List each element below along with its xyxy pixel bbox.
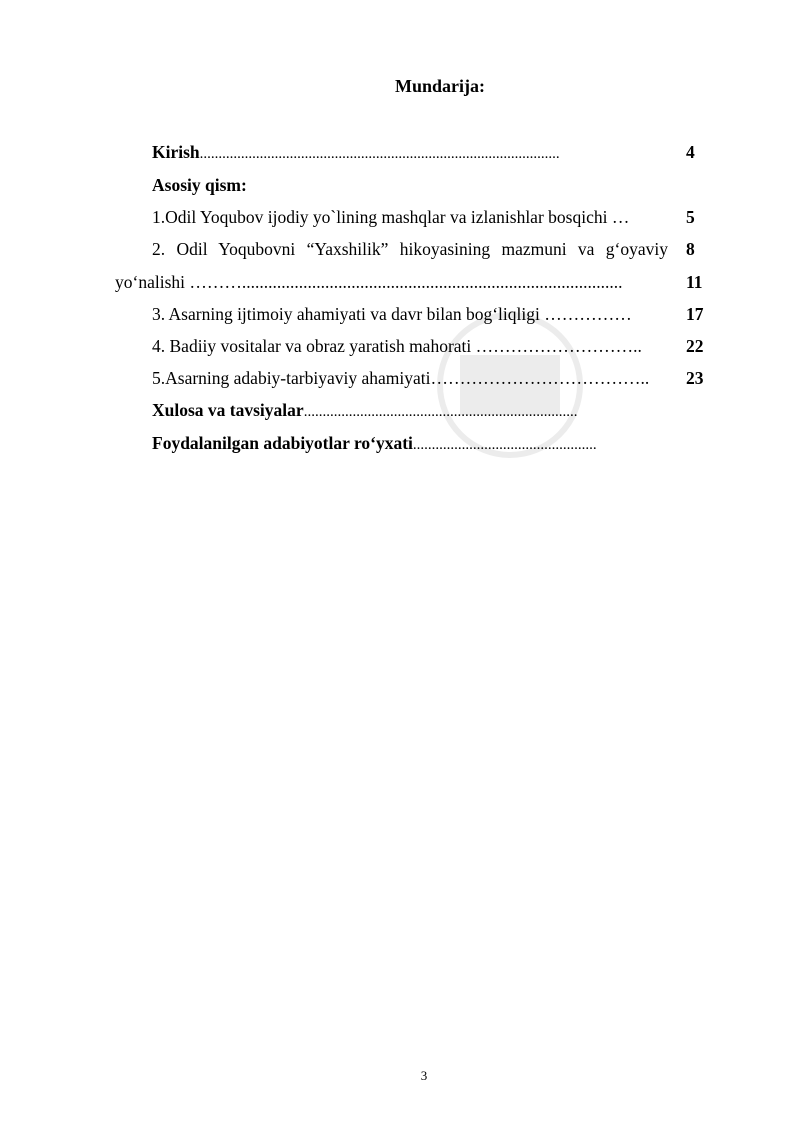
toc-page-number: 22	[686, 336, 704, 356]
toc-page-number: 17	[686, 304, 704, 324]
toc-entry-label: Xulosa va tavsiyalar	[152, 400, 304, 420]
toc-page-number: 8	[686, 239, 695, 259]
toc-entry-label: yo‘nalishi ……….	[115, 272, 247, 292]
toc-entry-label: 3. Asarning ijtimoiy ahamiyati va davr bilan bog‘liqligi ……………	[152, 304, 632, 324]
toc-section-heading	[152, 174, 672, 196]
toc-entry-label: Asosiy qism:	[152, 175, 247, 195]
toc-entry-label: 1.Odil Yoqubov ijodiy yo`lining mashqlar va izlanishlar bosqichi …	[152, 207, 630, 227]
toc-page-number: 23	[686, 368, 704, 388]
toc-entry-label: 4. Badiiy vositalar va obraz yaratish mahorati ………………………..	[152, 336, 642, 356]
toc-entry-4[interactable]	[152, 335, 672, 357]
toc-entry-5[interactable]	[152, 367, 672, 389]
toc-entry-leader: ................................................................................................	[199, 146, 560, 162]
toc-entry-1[interactable]	[152, 206, 672, 228]
toc-entry-xulosa[interactable]	[152, 399, 672, 423]
toc-entry-leader: .................................................	[412, 437, 597, 453]
toc-entry-kirish[interactable]	[152, 141, 672, 165]
toc-entry-leader: ......................................................................................	[246, 272, 623, 292]
toc-entry-label: Foydalanilgan adabiyotlar ro‘yxati	[152, 433, 413, 453]
toc-entry-label: Kirish	[152, 142, 200, 162]
toc-page-number: 4	[686, 142, 695, 162]
toc-entry-label: 5.Asarning adabiy-tarbiyaviy ahamiyati………………………………..	[152, 368, 650, 388]
toc-page-number: 11	[686, 272, 703, 292]
toc-entry-2-line2[interactable]	[115, 271, 650, 293]
toc-entry-2-line1[interactable]: 2. Odil Yoqubovni “Yaxshilik” hikoyasining mazmuni va g‘oyaviy	[152, 239, 668, 259]
page-number-footer: 3	[420, 1068, 428, 1083]
toc-entry-leader: .........................................................................	[303, 404, 578, 420]
page-title: Mundarija:	[395, 76, 485, 96]
toc-entry-adabiyotlar[interactable]	[152, 432, 672, 456]
toc-page-number: 5	[686, 207, 695, 227]
toc-entry-3[interactable]	[152, 303, 672, 325]
